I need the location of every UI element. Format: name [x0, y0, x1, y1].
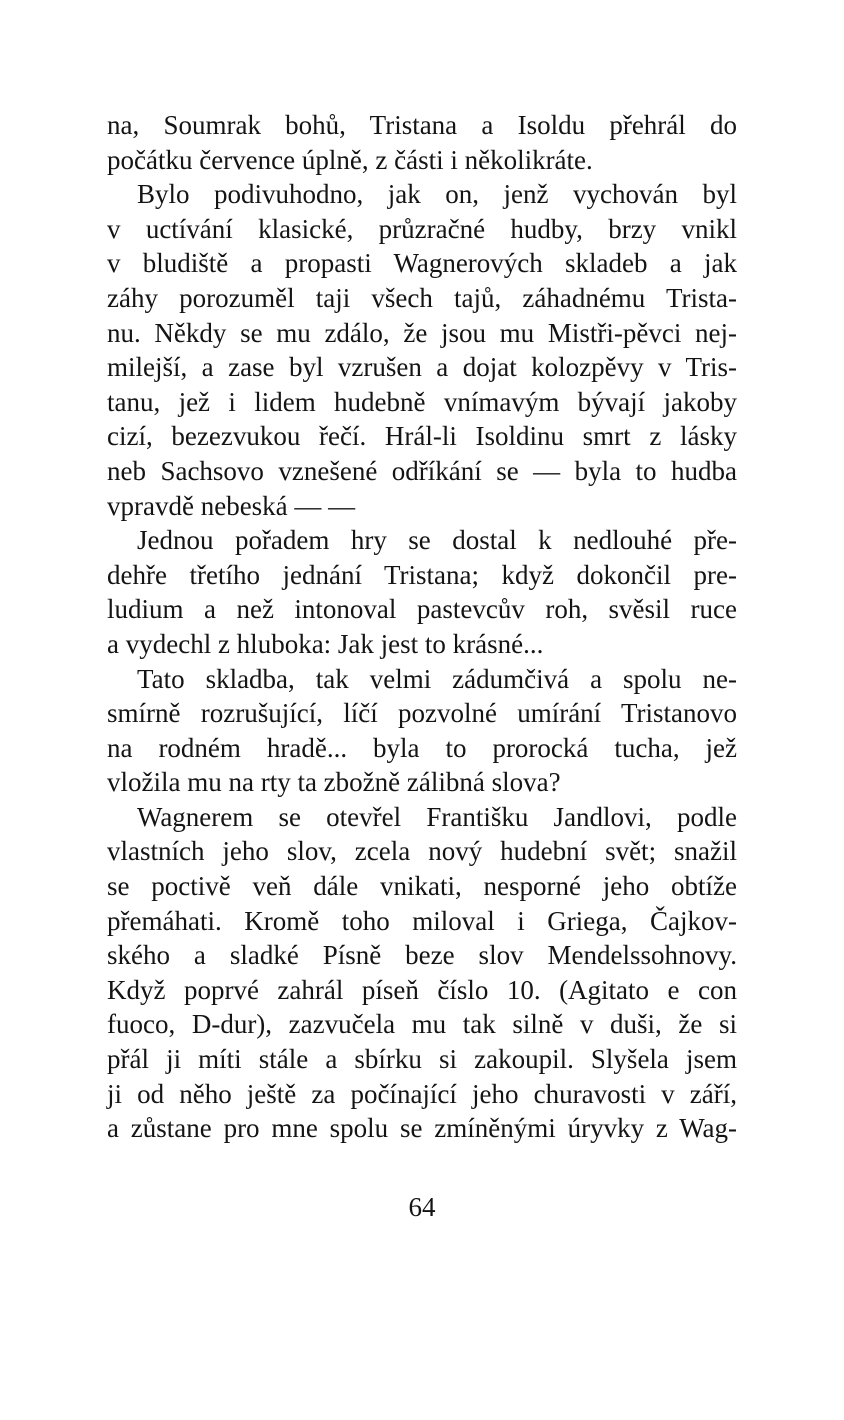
text-line: fuoco, D-dur), zazvučela mu tak silně v duši, že si	[107, 1009, 737, 1040]
text-line: Tato skladba, tak velmi zádumčivá a spolu ne-	[137, 663, 737, 694]
text-line: Wagnerem se otevřel Františku Jandlovi, podle	[137, 801, 737, 832]
text-line: vložila mu na rty ta zbožně zálibná slova?	[107, 767, 561, 798]
text-line: tanu, jež i lidem hudebně vnímavým bývají jakoby	[107, 386, 737, 417]
text-line: přál ji míti stále a sbírku si zakoupil. Slyšela jsem	[107, 1044, 737, 1075]
text-line: smírně rozrušující, líčí pozvolné umírání Tristanovo	[107, 698, 737, 729]
text-line: cizí, bezezvukou řečí. Hrál-li Isoldinu smrt z lásky	[107, 421, 737, 452]
text-line: a zůstane pro mne spolu se zmíněnými úryvky z Wag-	[107, 1113, 737, 1144]
text-line: ji od něho ještě za počínající jeho churavosti v září,	[107, 1078, 737, 1109]
body-text	[107, 108, 737, 1146]
text-line: v uctívání klasické, průzračné hudby, brzy vnikl	[107, 213, 737, 244]
text-line: záhy porozuměl taji všech tajů, záhadnému Trista-	[107, 282, 737, 313]
text-line: vpravdě nebeská — —	[107, 490, 356, 521]
page-number: 64	[408, 1192, 436, 1222]
text-line: a vydechl z hluboka: Jak jest to krásné...	[107, 628, 544, 659]
text-line: vlastních jeho slov, zcela nový hudební svět; snažil	[107, 836, 737, 867]
text-line: přemáhati. Kromě toho miloval i Griega, Čajkov-	[107, 905, 737, 936]
text-line: dehře třetího jednání Tristana; když dokončil pre-	[107, 559, 737, 590]
text-line: na rodném hradě... byla to prorocká tucha, jež	[107, 732, 737, 763]
text-line: ludium a než intonoval pastevcův roh, svěsil ruce	[107, 594, 737, 625]
text-line: Když poprvé zahrál píseň číslo 10. (Agitato e con	[107, 974, 737, 1005]
text-line: Jednou pořadem hry se dostal k nedlouhé pře-	[137, 525, 737, 556]
text-line: počátku července úplně, z části i několikráte.	[107, 144, 593, 175]
text-line: ského a sladké Písně beze slov Mendelssohnovy.	[107, 940, 737, 971]
text-line: neb Sachsovo vznešené odříkání se — byla to hudba	[107, 455, 737, 486]
text-line: v bludiště a propasti Wagnerových skladeb a jak	[107, 248, 737, 279]
text-line: nu. Někdy se mu zdálo, že jsou mu Mistři-pěvci nej-	[107, 317, 737, 348]
text-line: se poctivě veň dále vnikati, nesporné jeho obtíže	[107, 871, 737, 902]
text-line: na, Soumrak bohů, Tristana a Isoldu přehrál do	[107, 110, 737, 140]
text-line: milejší, a zase byl vzrušen a dojat kolozpěvy v Tris-	[107, 352, 737, 383]
text-line: Bylo podivuhodno, jak on, jenž vychován byl	[137, 179, 737, 210]
